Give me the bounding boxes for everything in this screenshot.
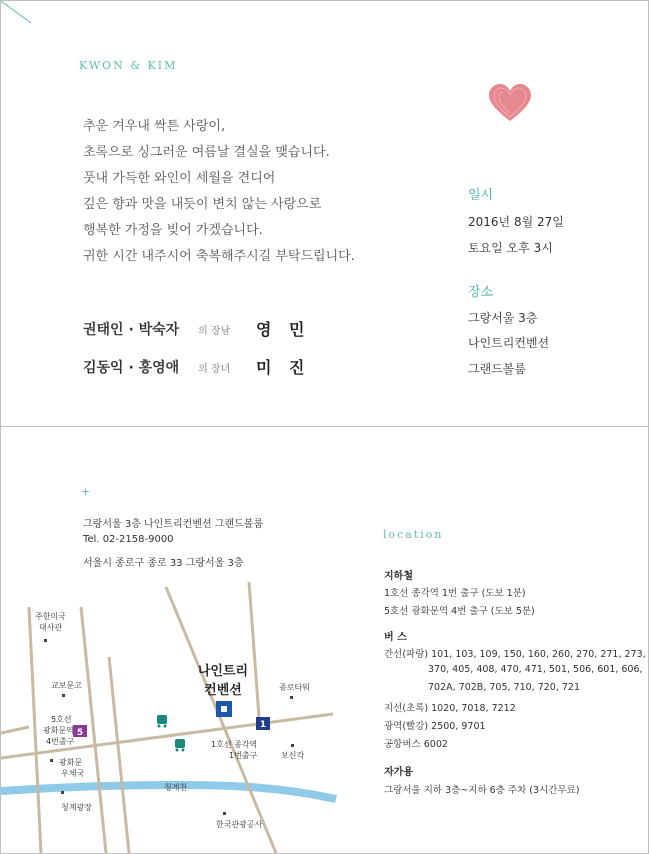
venue-phone: Tel. 02-2158-9000 xyxy=(83,534,174,545)
place-line: 나인트리컨벤션 xyxy=(468,336,550,350)
car-parking-info: 그랑서울 지하 3층~지하 6층 주차 (3시간무료) xyxy=(384,785,580,796)
landmark-dot xyxy=(290,696,293,699)
landmark-dot xyxy=(62,694,65,697)
landmark-dot xyxy=(44,639,47,642)
place-label: 장소 xyxy=(468,285,494,300)
date-label: 일시 xyxy=(468,188,494,203)
message-line: 추운 겨우내 싹튼 사랑이, xyxy=(83,119,226,134)
road-vertical xyxy=(249,582,259,717)
date-value: 2016년 8월 27일 xyxy=(468,215,564,229)
bus-route: 공항버스 6002 xyxy=(384,739,448,750)
bus-route: 간선(파랑) 101, 103, 109, 150, 160, 260, 270, 271, 273, xyxy=(384,649,646,660)
invitation-card-back xyxy=(0,427,649,854)
message-line: 초록으로 싱그러운 여름날 결실을 맺습니다. xyxy=(83,145,330,160)
svg-text:1: 1 xyxy=(259,720,267,730)
groom-relation: 의 장남 xyxy=(198,326,231,337)
map-label-plaza: 청계광장 xyxy=(61,803,92,812)
subway-heading: 지하철 xyxy=(384,571,413,582)
bus-stop-icon xyxy=(157,715,167,728)
landmark-dot xyxy=(223,812,226,815)
invitation-card-front xyxy=(0,0,649,427)
venue-label: 나인트리 xyxy=(197,664,249,679)
location-map xyxy=(1,577,361,853)
message-line: 행복한 가정을 빚어 가겠습니다. xyxy=(83,223,263,238)
map-label-embassy: 주한미국 xyxy=(35,612,66,621)
plus-icon: + xyxy=(81,485,91,498)
map-label-post-office: 광화문 xyxy=(59,758,83,767)
svg-text:5: 5 xyxy=(76,728,84,738)
road-vertical xyxy=(109,657,129,853)
map-label-gwanghwamun-exit: 광화문역 xyxy=(43,726,74,735)
bride-family xyxy=(83,357,230,377)
place-line: 그랑서울 3층 xyxy=(468,311,538,325)
bride-parents: 김동익 · 홍영애 xyxy=(83,360,180,376)
map-label-jonggak-exit: 1호선 종각역 xyxy=(211,740,258,749)
place-line: 그랜드볼룸 xyxy=(468,362,526,376)
bride-relation: 의 장녀 xyxy=(198,364,231,375)
groom-parents: 권태인 · 박숙자 xyxy=(83,322,180,338)
bus-heading: 버 스 xyxy=(384,632,407,643)
message-line: 귀한 시간 내주시어 축복해주시길 부탁드립니다. xyxy=(83,249,355,264)
map-label-kto: 한국관광공사 xyxy=(216,820,263,829)
bus-route: 광역(빨강) 2500, 9701 xyxy=(384,721,486,732)
map-label-post-office: 우체국 xyxy=(61,769,85,778)
message-line: 풋내 가득한 와인이 세월을 견디어 xyxy=(83,171,276,186)
groom-name: 영 민 xyxy=(256,320,311,339)
line1-station-icon xyxy=(256,717,270,730)
map-label-jonggak-exit: 1번출구 xyxy=(229,751,258,760)
corner-decoration xyxy=(1,1,35,25)
subway-route: 5호선 광화문역 4번 출구 (도보 5분) xyxy=(384,606,535,617)
bus-route: 지선(초록) 1020, 7018, 7212 xyxy=(384,703,516,714)
time-value: 토요일 오후 3시 xyxy=(468,241,553,255)
bus-stop-icon xyxy=(175,739,185,752)
venue-street-address: 서울시 종로구 종로 33 그랑서울 3층 xyxy=(83,558,244,569)
location-heading: location xyxy=(383,528,444,541)
road-short xyxy=(1,727,29,733)
venue-address-line: 그랑서울 3층 나인트리컨벤션 그랜드볼룸 xyxy=(83,519,264,530)
line5-station-icon xyxy=(73,725,87,738)
message-line: 깊은 향과 맛을 내듯이 변치 않는 사랑으로 xyxy=(83,197,322,212)
couple-monogram: KWON & KIM xyxy=(79,59,178,72)
map-label-cheonggyecheon: 청계천 xyxy=(164,783,188,792)
road-sejong xyxy=(29,607,41,853)
invitation-message xyxy=(83,114,355,270)
map-label-kyobo: 교보문고 xyxy=(51,681,82,690)
landmark-dot xyxy=(291,744,294,747)
bus-route: 370, 405, 408, 470, 471, 501, 506, 601, 606, xyxy=(428,664,643,675)
subway-route: 1호선 종각역 1번 출구 (도보 1분) xyxy=(384,588,526,599)
map-label-gwanghwamun-exit: 5호선 xyxy=(51,715,72,724)
landmark-dot xyxy=(61,791,64,794)
map-label-embassy: 대사관 xyxy=(39,623,63,632)
groom-family xyxy=(83,319,230,339)
bride-name: 미 진 xyxy=(256,358,311,377)
map-label-bosingak: 보신각 xyxy=(281,751,305,760)
venue-marker xyxy=(216,701,232,717)
bus-route: 702A, 702B, 705, 710, 720, 721 xyxy=(428,682,581,693)
car-heading: 자가용 xyxy=(384,767,413,778)
map-label-gwanghwamun-exit: 4번출구 xyxy=(46,737,75,746)
heart-fingerprint-icon xyxy=(487,83,533,123)
map-label-jongno-tower: 종로타워 xyxy=(279,683,310,692)
landmark-dot xyxy=(50,759,53,762)
venue-label: 컨벤션 xyxy=(204,683,242,698)
